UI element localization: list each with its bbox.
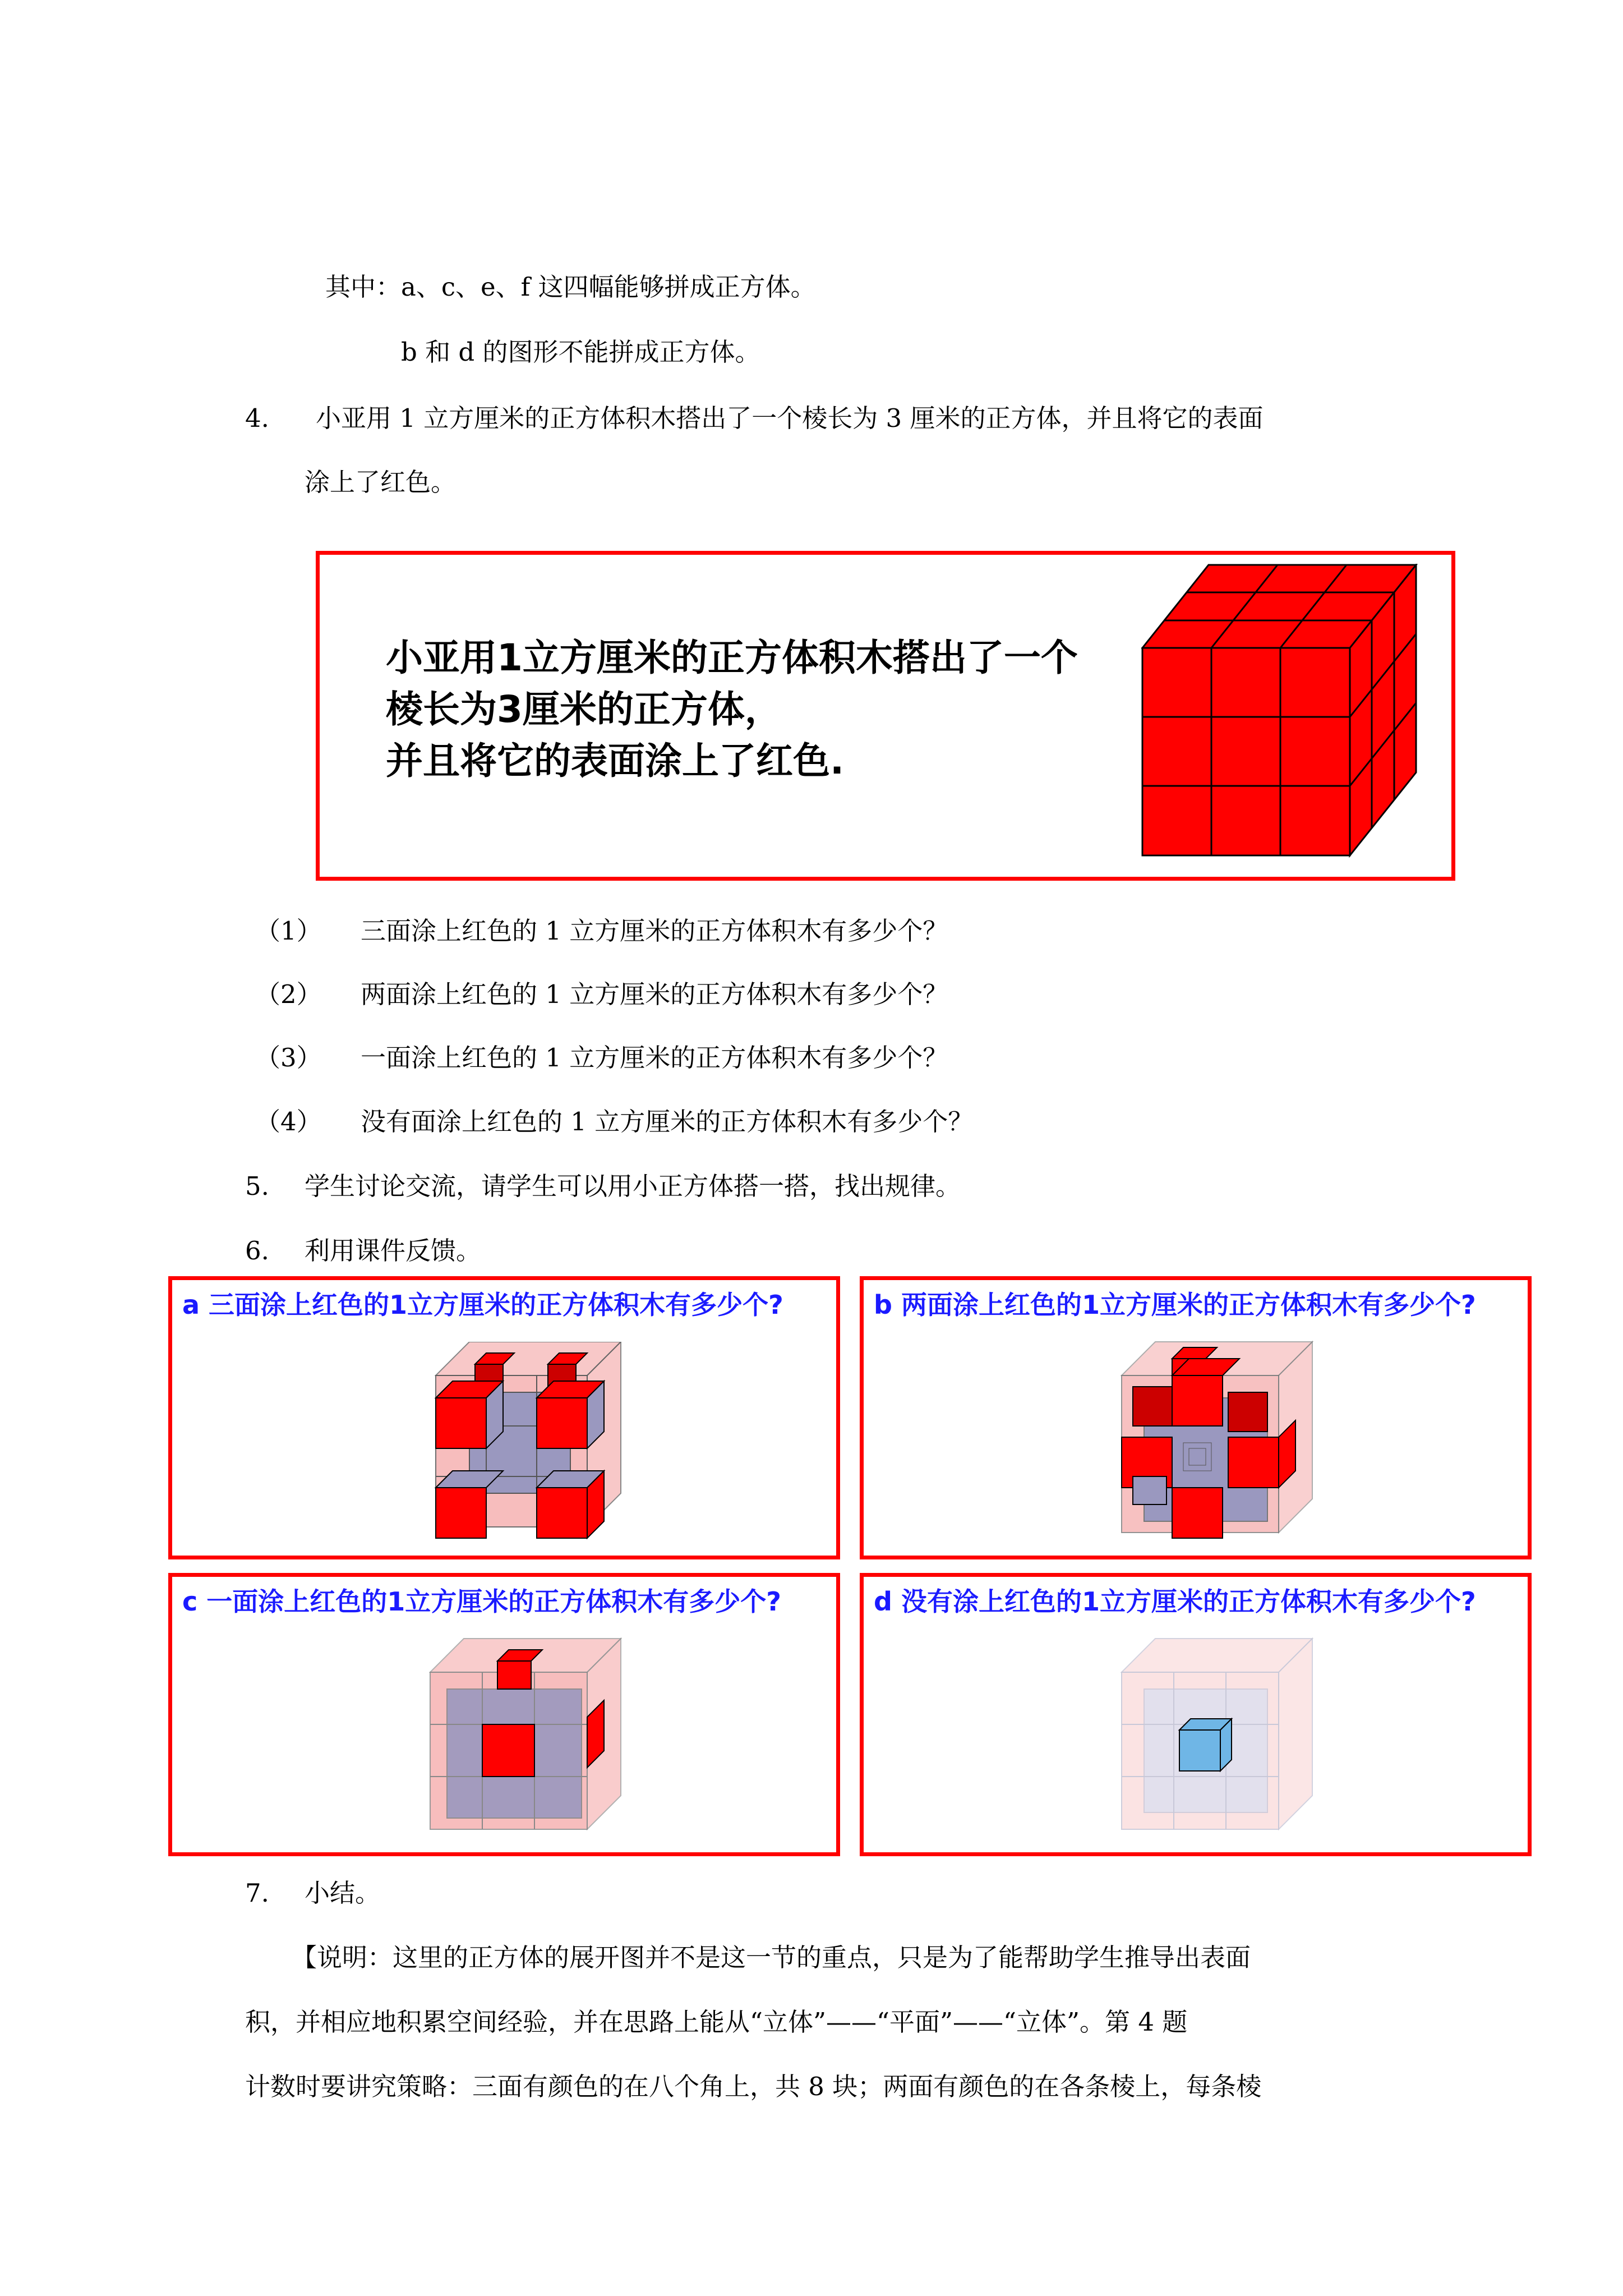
question-2-number: （2） — [255, 979, 322, 1009]
panel-a — [168, 1276, 840, 1559]
answer-line-2: b 和 d 的图形不能拼成正方体。 — [401, 337, 760, 367]
item-4-text: 小亚用 1 立方厘米的正方体积木搭出了一个棱长为 3 厘米的正方体，并且将它的表面 — [316, 403, 1264, 433]
item-4-number: 4. — [245, 403, 269, 433]
figure-text-line-1: 小亚用1立方厘米的正方体积木搭出了一个 — [386, 636, 1078, 679]
panel-c — [168, 1573, 840, 1856]
item-4-text-cont: 涂上了红色。 — [305, 467, 457, 497]
face-cubes-illustration — [419, 1633, 632, 1852]
item-6-text: 利用课件反馈。 — [305, 1236, 482, 1266]
panel-c-title: c 一面涂上红色的1立方厘米的正方体积木有多少个? — [182, 1586, 781, 1617]
question-2-text: 两面涂上红色的 1 立方厘米的正方体积木有多少个？ — [361, 979, 948, 1009]
panel-b-title: b 两面涂上红色的1立方厘米的正方体积木有多少个? — [874, 1290, 1476, 1320]
item-7-number: 7. — [245, 1878, 269, 1908]
panel-d-title: d 没有涂上红色的1立方厘米的正方体积木有多少个? — [874, 1586, 1476, 1617]
inner-cube-illustration — [1110, 1633, 1324, 1852]
note-line-2: 积，并相应地积累空间经验，并在思路上能从“立体”——“平面”——“立体”。第 4 题 — [245, 2007, 1188, 2037]
figure-text-line-2: 棱长为3厘米的正方体， — [386, 688, 782, 731]
item-5-text: 学生讨论交流，请学生可以用小正方体搭一搭，找出规律。 — [305, 1171, 961, 1201]
panel-d — [860, 1573, 1532, 1856]
note-line-1: 【说明：这里的正方体的展开图并不是这一节的重点，只是为了能帮助学生推导出表面 — [292, 1943, 1251, 1972]
question-3-text: 一面涂上红色的 1 立方厘米的正方体积木有多少个？ — [361, 1043, 948, 1073]
panel-b — [860, 1276, 1532, 1559]
answer-line-1: 其中：a、c、e、f 这四幅能够拼成正方体。 — [325, 272, 816, 302]
cube-figure-box — [316, 551, 1455, 881]
question-1-text: 三面涂上红色的 1 立方厘米的正方体积木有多少个？ — [361, 916, 948, 946]
item-7-text: 小结。 — [305, 1878, 381, 1908]
question-4-text: 没有面涂上红色的 1 立方厘米的正方体积木有多少个？ — [361, 1107, 974, 1137]
figure-text-line-3: 并且将它的表面涂上了红色. — [386, 739, 845, 783]
question-3-number: （3） — [255, 1043, 322, 1073]
question-1-number: （1） — [255, 916, 322, 946]
corner-cubes-illustration — [419, 1342, 632, 1555]
edge-cubes-illustration — [1110, 1336, 1324, 1555]
panel-a-title: a 三面涂上红色的1立方厘米的正方体积木有多少个? — [182, 1290, 783, 1320]
item-6-number: 6. — [245, 1236, 269, 1266]
note-line-3: 计数时要讲究策略：三面有颜色的在八个角上，共 8 块；两面有颜色的在各条棱上，每条棱 — [245, 2072, 1262, 2101]
item-5-number: 5. — [245, 1171, 269, 1201]
question-4-number: （4） — [255, 1107, 322, 1137]
red-cube-illustration — [1141, 564, 1433, 867]
